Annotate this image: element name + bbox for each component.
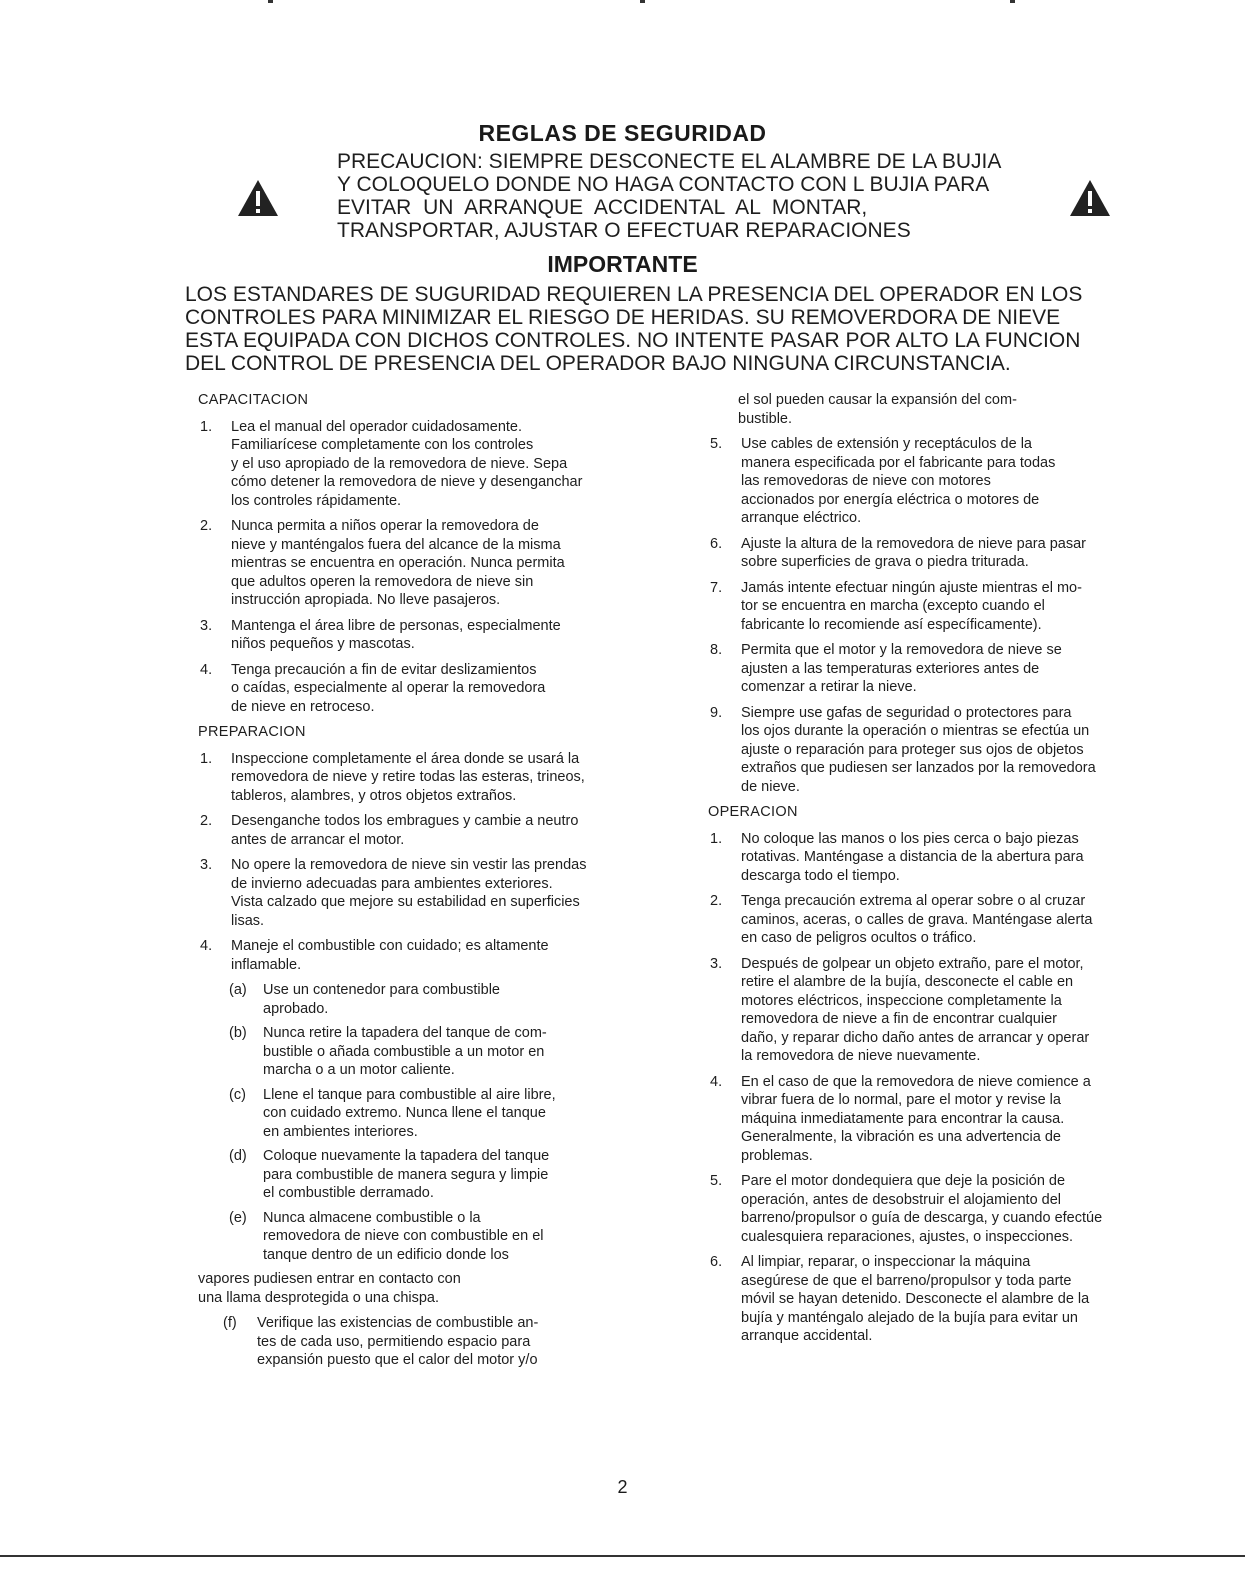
item-text-line: asegúrese de que el barreno/propulsor y toda parte — [741, 1272, 1072, 1289]
list-item — [198, 750, 668, 806]
item-number: 6. — [710, 535, 723, 552]
fuel-subitem-f — [198, 1314, 668, 1370]
item-text-line: Jamás intente efectuar ningún ajuste mientras el mo- — [741, 579, 1082, 596]
caution-line: EVITAR UN ARRANQUE ACCIDENTAL AL MONTAR, — [337, 196, 868, 219]
item-number: 7. — [710, 579, 723, 596]
item-text-line: de nieve en retroceso. — [231, 698, 375, 715]
item-text-line: los ojos durante la operación o mientras se efectúa un — [741, 723, 1090, 739]
fuel-sublist — [198, 981, 668, 1264]
item-text-line: Nunca retire la tapadera del tanque de com- — [263, 1025, 547, 1041]
item-text-line: operación, antes de desobstruir el alojamiento del — [741, 1191, 1062, 1208]
important-heading: IMPORTANTE — [547, 251, 698, 277]
item-number: 5. — [710, 1173, 723, 1189]
item-text-line: aprobado. — [263, 1000, 329, 1017]
list-item — [708, 535, 1142, 572]
scan-tick-mark — [640, 0, 645, 3]
item-text-line: las removedoras de nieve con motores — [741, 473, 991, 489]
item-number: (a) — [229, 982, 247, 998]
page-number: 2 — [617, 1477, 628, 1497]
item-text-line: Coloque nuevamente la tapadera del tanque — [263, 1148, 550, 1164]
item-text-line: bujía y manténgalo alejado de la bujía para evitar un — [741, 1309, 1078, 1326]
item-number: 4. — [200, 938, 213, 954]
item-text-line: Nunca permita a niños operar la removedora de — [231, 518, 539, 534]
item-text-line: niños pequeños y mascotas. — [231, 636, 415, 652]
sub-list-item — [229, 981, 668, 1018]
item-text-line: Nunca almacene combustible o la — [263, 1209, 481, 1226]
item-text-line: tes de cada uso, permitiendo espacio para — [257, 1333, 531, 1350]
text-line: vapores pudiesen entrar en contacto con — [198, 1271, 461, 1287]
text-line: bustible. — [738, 410, 793, 427]
item-text-line: el combustible derramado. — [263, 1185, 434, 1201]
item-text-line: Permita que el motor y la removedora de nieve se — [741, 642, 1062, 658]
list-item — [708, 892, 1142, 948]
preparacion-list — [198, 750, 668, 975]
item-number: 6. — [710, 1254, 723, 1270]
item-text-line: Siempre use gafas de seguridad o protectores para — [741, 704, 1072, 721]
item-text-line: Desenganche todos los embragues y cambie a neutro — [231, 813, 579, 829]
item-text-line: lisas. — [231, 912, 265, 929]
item-text-line: Verifique las existencias de combustible an- — [257, 1315, 539, 1331]
page-title: REGLAS DE SEGURIDAD — [478, 120, 767, 146]
list-item — [198, 856, 668, 930]
item-number: 9. — [710, 704, 723, 721]
item-text-line: barreno/propulsor o guía de descarga, y cuando efectúe — [741, 1210, 1103, 1226]
sub-list-item — [229, 1147, 668, 1203]
list-item — [198, 937, 668, 974]
item-text-line: En el caso de que la removedora de nieve comience a — [741, 1073, 1091, 1090]
list-item — [198, 661, 668, 717]
list-item — [198, 812, 668, 849]
capacitacion-list — [198, 418, 668, 717]
item-text-line: removedora de nieve a fin de encontrar cualquier — [741, 1011, 1057, 1027]
item-text-line: Generalmente, la vibración es una advertencia de — [741, 1129, 1061, 1145]
item-text-line: instrucción apropiada. No lleve pasajeros. — [231, 592, 501, 608]
sub-list-item — [229, 1024, 668, 1080]
item-number: 4. — [710, 1073, 723, 1090]
item-text-line: sobre superficies de grava o piedra triturada. — [741, 554, 1029, 570]
item-text-line: ajusten a las temperaturas exteriores antes de — [741, 660, 1040, 677]
text-line: una llama desprotegida o una chispa. — [198, 1289, 440, 1306]
item-text-line: Use un contenedor para combustible — [263, 982, 500, 998]
standards-line: CONTROLES PARA MINIMIZAR EL RIESGO DE HERIDAS. SU REMOVERDORA DE NIEVE — [185, 306, 1061, 329]
item-text-line: tableros, alambres, y otros objetos extraños. — [231, 787, 517, 804]
item-text-line: los controles rápidamente. — [231, 492, 402, 509]
item-text-line: la removedora de nieve nuevamente. — [741, 1048, 981, 1064]
item-text-line: removedora de nieve y retire todas las esteras, trineos, — [231, 769, 585, 785]
warning-triangle-icon — [1068, 178, 1112, 218]
item-text-line: Pare el motor dondequiera que deje la posición de — [741, 1173, 1066, 1189]
item-number: 4. — [200, 661, 213, 678]
scan-tick-mark — [268, 0, 273, 3]
item-text-line: problemas. — [741, 1147, 813, 1164]
item-text-line: cualesquiera reparaciones, ajustes, o inspecciones. — [741, 1228, 1074, 1245]
item-text-line: Al limpiar, reparar, o inspeccionar la máquina — [741, 1254, 1031, 1270]
item-number: 5. — [710, 436, 723, 452]
item-text-line: Tenga precaución a fin de evitar deslizamientos — [231, 661, 537, 678]
item-text-line: para combustible de manera segura y limpie — [263, 1166, 549, 1183]
standards-line: LOS ESTANDARES DE SUGURIDAD REQUIEREN LA PRESENCIA DEL OPERADOR EN LOS — [185, 283, 1083, 306]
item-text-line: móvil se hayan detenido. Desconecte el alambre de la — [741, 1291, 1090, 1307]
operacion-list — [708, 830, 1142, 1346]
item-number: 1. — [200, 418, 213, 435]
item-text-line: y el uso apropiado de la removedora de nieve. Sepa — [231, 455, 568, 472]
item-text-line: en caso de peligros ocultos o tráfico. — [741, 930, 977, 946]
item-number: (f) — [223, 1315, 237, 1331]
item-number: 8. — [710, 642, 723, 658]
item-text-line: Maneje el combustible con cuidado; es altamente — [231, 938, 549, 954]
item-number: (b) — [229, 1025, 247, 1041]
scan-bottom-edge — [0, 1555, 1245, 1557]
item-text-line: mientras se encuentra en operación. Nunca permita — [231, 555, 565, 571]
item-text-line: marcha o a un motor caliente. — [263, 1062, 455, 1078]
section-heading-operacion: OPERACION — [708, 804, 798, 820]
item-text-line: comenzar a retirar la nieve. — [741, 679, 917, 695]
item-text-line: tanque dentro de un edificio donde los — [263, 1246, 509, 1263]
item-text-line: con cuidado extremo. Nunca llene el tanque — [263, 1105, 546, 1121]
standards-block — [185, 283, 1175, 375]
item-text-line: Ajuste la altura de la removedora de nieve para pasar — [741, 535, 1086, 552]
item-number: 2. — [200, 518, 213, 534]
item-text-line: antes de arrancar el motor. — [231, 831, 405, 848]
list-item — [198, 617, 668, 654]
item-text-line: inflamable. — [231, 956, 302, 973]
list-item — [708, 1073, 1142, 1166]
item-text-line: Familiarícese completamente con los controles — [231, 437, 534, 453]
warning-triangle-icon — [236, 178, 280, 218]
sub-list-item — [229, 1209, 668, 1265]
item-text-line: de invierno adecuadas para ambientes exteriores. — [231, 875, 553, 892]
scan-tick-mark — [1010, 0, 1015, 3]
item-number: 1. — [200, 750, 213, 767]
item-text-line: máquina inmediatamente para encontrar la causa. — [741, 1110, 1065, 1127]
sub-list-item — [229, 1086, 668, 1142]
item-text-line: en ambientes interiores. — [263, 1123, 418, 1140]
sub-list-item — [223, 1314, 668, 1370]
standards-line: DEL CONTROL DE PRESENCIA DEL OPERADOR BAJO NINGUNA CIRCUNSTANCIA. — [185, 352, 1011, 375]
item-number: 2. — [200, 813, 213, 829]
item-text-line: accionados por energía eléctrica o motores de — [741, 491, 1040, 508]
right-column — [708, 391, 1142, 1353]
item-text-line: daño, y reparar dicho daño antes de arrancar y operar — [741, 1029, 1090, 1046]
text-line: el sol pueden causar la expansión del com- — [738, 392, 1017, 408]
item-text-line: Tenga precaución extrema al operar sobre o al cruzar — [741, 893, 1086, 909]
item-text-line: Vista calzado que mejore su estabilidad en superficies — [231, 894, 580, 910]
item-text-line: removedora de nieve con combustible en el — [263, 1228, 544, 1244]
item-text-line: bustible o añada combustible a un motor en — [263, 1043, 545, 1060]
item-text-line: ajuste o reparación para proteger sus ojos de objetos — [741, 741, 1084, 758]
item-text-line: extraños que pudiesen ser lanzados por la removedora — [741, 760, 1096, 776]
item-number: 1. — [710, 830, 723, 847]
item-number: (c) — [229, 1086, 246, 1103]
item-number: 3. — [710, 955, 723, 972]
item-number: 3. — [200, 857, 213, 873]
list-item — [708, 1253, 1142, 1346]
section-heading-preparacion: PREPARACION — [198, 724, 306, 740]
item-text-line: caminos, aceras, o calles de grava. Manténgase alerta — [741, 911, 1093, 928]
item-text-line: fabricante lo recomiende así específicamente). — [741, 616, 1042, 633]
item-number: (d) — [229, 1148, 247, 1164]
list-item — [198, 418, 668, 511]
section-heading-capacitacion: CAPACITACION — [198, 392, 309, 408]
item-text-line: No opere la removedora de nieve sin vestir las prendas — [231, 857, 587, 873]
item-text-line: No coloque las manos o los pies cerca o bajo piezas — [741, 830, 1079, 847]
left-column — [198, 391, 668, 1376]
list-item — [708, 641, 1142, 697]
item-text-line: arranque eléctrico. — [741, 510, 862, 526]
standards-line: ESTA EQUIPADA CON DICHOS CONTROLES. NO INTENTE PASAR POR ALTO LA FUNCION — [185, 329, 1081, 352]
item-text-line: Use cables de extensión y receptáculos de la — [741, 436, 1032, 452]
item-text-line: Llene el tanque para combustible al aire libre, — [263, 1086, 556, 1103]
list-item — [708, 955, 1142, 1066]
item-text-line: que adultos operen la removedora de nieve sin — [231, 573, 534, 590]
caution-line: PRECAUCION: SIEMPRE DESCONECTE EL ALAMBRE DE LA BUJIA — [337, 150, 1002, 173]
caution-line: TRANSPORTAR, AJUSTAR O EFECTUAR REPARACIONES — [337, 219, 911, 242]
item-text-line: motores eléctricos, inspeccione completamente la — [741, 992, 1062, 1009]
item-text-line: descarga todo el tiempo. — [741, 867, 900, 884]
item-text-line: nieve y manténgalos fuera del alcance de la misma — [231, 536, 561, 553]
caution-block — [337, 150, 1037, 242]
item-f-continuation — [738, 391, 1142, 428]
item-text-line: Después de golpear un objeto extraño, pare el motor, — [741, 955, 1084, 972]
item-text-line: de nieve. — [741, 778, 800, 795]
item-number: 2. — [710, 893, 723, 909]
list-item — [708, 830, 1142, 886]
item-text-line: arranque accidental. — [741, 1328, 873, 1344]
item-text-line: retire el alambre de la bujía, desconecte el cable en — [741, 974, 1074, 990]
item-number: (e) — [229, 1209, 247, 1226]
item-text-line: cómo detener la removedora de nieve y desenganchar — [231, 474, 583, 490]
item-text-line: vibrar fuera de lo normal, pare el motor y revise la — [741, 1092, 1061, 1108]
item-text-line: Mantenga el área libre de personas, especialmente — [231, 617, 561, 634]
preparacion-list-continued — [708, 435, 1142, 796]
list-item — [708, 579, 1142, 635]
item-text-line: o caídas, especialmente al operar la removedora — [231, 680, 546, 696]
item-number: 3. — [200, 617, 213, 634]
list-item — [708, 704, 1142, 797]
list-item — [198, 517, 668, 610]
item-text-line: expansión puesto que el calor del motor y/o — [257, 1352, 538, 1368]
item-text-line: rotativas. Manténgase a distancia de la abertura para — [741, 849, 1084, 865]
item-text-line: tor se encuentra en marcha (excepto cuando el — [741, 598, 1045, 614]
item-text-line: Lea el manual del operador cuidadosamente. — [231, 418, 523, 435]
caution-line: Y COLOQUELO DONDE NO HAGA CONTACTO CON L BUJIA PARA — [337, 173, 990, 196]
list-item — [708, 1172, 1142, 1246]
list-item — [708, 435, 1142, 528]
item-text-line: manera especificada por el fabricante para todas — [741, 454, 1056, 471]
item-text-line: Inspeccione completamente el área donde se usará la — [231, 750, 580, 767]
subitem-e-continuation — [198, 1270, 668, 1307]
